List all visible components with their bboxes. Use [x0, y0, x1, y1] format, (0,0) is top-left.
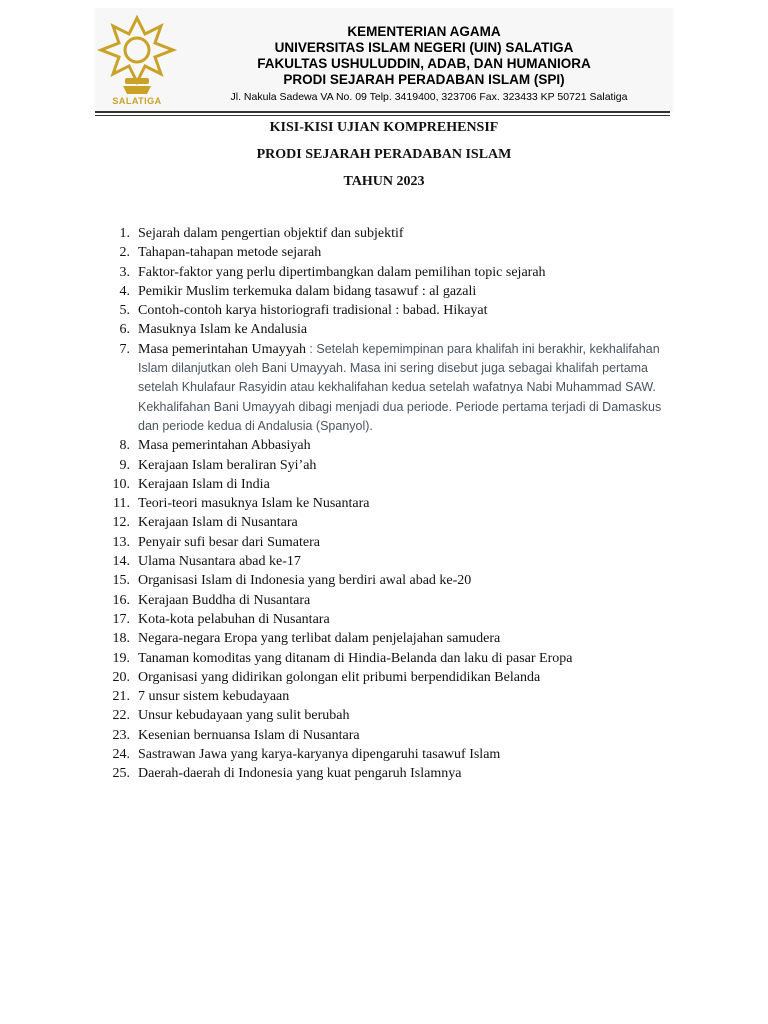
item-text: Negara-negara Eropa yang terlibat dalam penjelajahan samudera — [138, 631, 501, 647]
item-text: Ulama Nusantara abad ke-17 — [138, 554, 301, 570]
item-number: 16. — [112, 592, 130, 608]
ministry-line: KEMENTERIAN AGAMA — [347, 24, 501, 39]
item-number: 10. — [112, 476, 130, 492]
item-number: 13. — [112, 534, 130, 550]
list-item — [110, 224, 670, 243]
item-number: 1. — [119, 226, 130, 241]
item-text: Organisasi Islam di Indonesia yang berdiri awal abad ke-20 — [138, 573, 472, 589]
list-item — [110, 282, 670, 301]
list-item — [110, 649, 670, 668]
item-text: Contoh-contoh karya historiografi tradisional : babad. Hikayat — [138, 303, 488, 319]
item-number: 5. — [119, 303, 130, 319]
item-text: Teori-teori masuknya Islam ke Nusantara — [138, 496, 370, 512]
item-number: 14. — [112, 554, 130, 570]
list-item — [110, 552, 670, 571]
list-item — [110, 706, 670, 725]
list-item — [110, 687, 670, 706]
list-item — [110, 320, 670, 339]
item-text: Unsur kebudayaan yang sulit berubah — [138, 708, 350, 724]
list-item — [110, 571, 670, 590]
list-item — [110, 436, 670, 455]
item-number: 11. — [113, 496, 130, 512]
title-line-1: KISI-KISI UJIAN KOMPREHENSIF — [269, 120, 499, 135]
item-number: 19. — [112, 650, 130, 666]
item-text: Daerah-daerah di Indonesia yang kuat pengaruh Islamnya — [138, 766, 462, 782]
item-text: Sastrawan Jawa yang karya-karyanya dipengaruhi tasawuf Islam — [138, 747, 501, 763]
university-line: UNIVERSITAS ISLAM NEGERI (UIN) SALATIGA — [274, 40, 574, 55]
item-text: Tanaman komoditas yang ditanam di Hindia-Belanda dan laku di pasar Eropa — [138, 650, 573, 666]
university-logo — [95, 12, 179, 108]
item-number: 24. — [112, 747, 130, 763]
list-item — [110, 764, 670, 783]
item-text: Sejarah dalam pengertian objektif dan subjektif — [138, 226, 404, 241]
title-line-2: PRODI SEJARAH PERADABAN ISLAM — [256, 147, 512, 162]
item-text: Masa pemerintahan Abbasiyah — [138, 438, 311, 454]
list-item — [110, 726, 670, 745]
list-item — [110, 263, 670, 282]
item-number: 23. — [112, 727, 130, 743]
list-item — [110, 668, 670, 687]
item-number: 15. — [112, 573, 130, 589]
item-number: 6. — [119, 322, 130, 338]
list-item — [110, 745, 670, 764]
title-line-3: TAHUN 2023 — [343, 174, 425, 189]
item-number: 3. — [119, 264, 130, 280]
item-number: 8. — [119, 438, 130, 454]
list-item — [110, 340, 670, 436]
item-text: Kerajaan Islam di India — [138, 476, 270, 492]
list-item — [110, 610, 670, 629]
item-number: 21. — [112, 689, 130, 705]
item-number: 18. — [112, 631, 130, 647]
address-line: Jl. Nakula Sadewa VA No. 09 Telp. 3419400, 323706 Fax. 323433 KP 50721 Salatiga — [230, 91, 628, 103]
item-text: Masuknya Islam ke Andalusia — [138, 322, 308, 338]
list-item — [110, 475, 670, 494]
faculty-line: FAKULTAS USHULUDDIN, ADAB, DAN HUMANIORA — [257, 56, 591, 71]
item-text: Kota-kota pelabuhan di Nusantara — [138, 611, 330, 627]
item-number: 22. — [112, 708, 130, 724]
list-item — [110, 243, 670, 262]
item-number: 7. — [119, 341, 130, 357]
item-text: Kerajaan Islam di Nusantara — [138, 515, 298, 531]
item-number: 20. — [112, 669, 130, 685]
item-text: 7 unsur sistem kebudayaan — [138, 689, 290, 705]
item-text: Kesenian bernuansa Islam di Nusantara — [138, 727, 360, 743]
institution-name — [190, 24, 658, 88]
list-item — [110, 591, 670, 610]
item-text: Organisasi yang didirikan golongan elit pribumi berpendidikan Belanda — [138, 669, 541, 685]
item-number: 25. — [112, 766, 130, 782]
item-text: Kerajaan Islam beraliran Syi’ah — [138, 457, 317, 473]
header-divider — [95, 111, 670, 113]
header-divider-thin — [95, 115, 670, 116]
item-number: 2. — [119, 245, 130, 261]
item-number: 17. — [112, 611, 130, 627]
program-line: PRODI SEJARAH PERADABAN ISLAM (SPI) — [283, 72, 565, 87]
item-note: : Setelah kepemimpinan para khalifah ini berakhir, kekhalifahan Islam dilanjutkan oleh Bani Umayyah. Masa ini sering disebut juga sebagai khalifah pertama setelah Khulafaur Rasyidin atau kekhalifahan kedua setelah wafatnya Nabi Muhammad SAW. Kekhalifahan Bani Umayyah dibagi menjadi dua periode. Periode pertama terjadi di Damaskus dan periode kedua di Andalusia (Spanyol). — [138, 341, 662, 433]
item-number: 9. — [119, 457, 130, 473]
logo-wordmark: SALATIGA — [112, 96, 162, 106]
item-number: 4. — [119, 283, 130, 299]
item-number: 12. — [112, 515, 130, 531]
exam-topic-list — [110, 224, 670, 784]
document-title — [0, 120, 768, 201]
item-text: Tahapan-tahapan metode sejarah — [138, 245, 322, 261]
item-text: Penyair sufi besar dari Sumatera — [138, 534, 320, 550]
item-text: Faktor-faktor yang perlu dipertimbangkan dalam pemilihan topic sejarah — [138, 264, 546, 280]
list-item — [110, 456, 670, 475]
item-text: Pemikir Muslim terkemuka dalam bidang tasawuf : al gazali — [138, 283, 477, 299]
list-item — [110, 301, 670, 320]
item-text: Kerajaan Buddha di Nusantara — [138, 592, 311, 608]
item-text: Masa pemerintahan Umayyah — [138, 341, 306, 357]
list-item — [110, 533, 670, 552]
list-item — [110, 494, 670, 513]
list-item — [110, 513, 670, 532]
list-item — [110, 629, 670, 648]
